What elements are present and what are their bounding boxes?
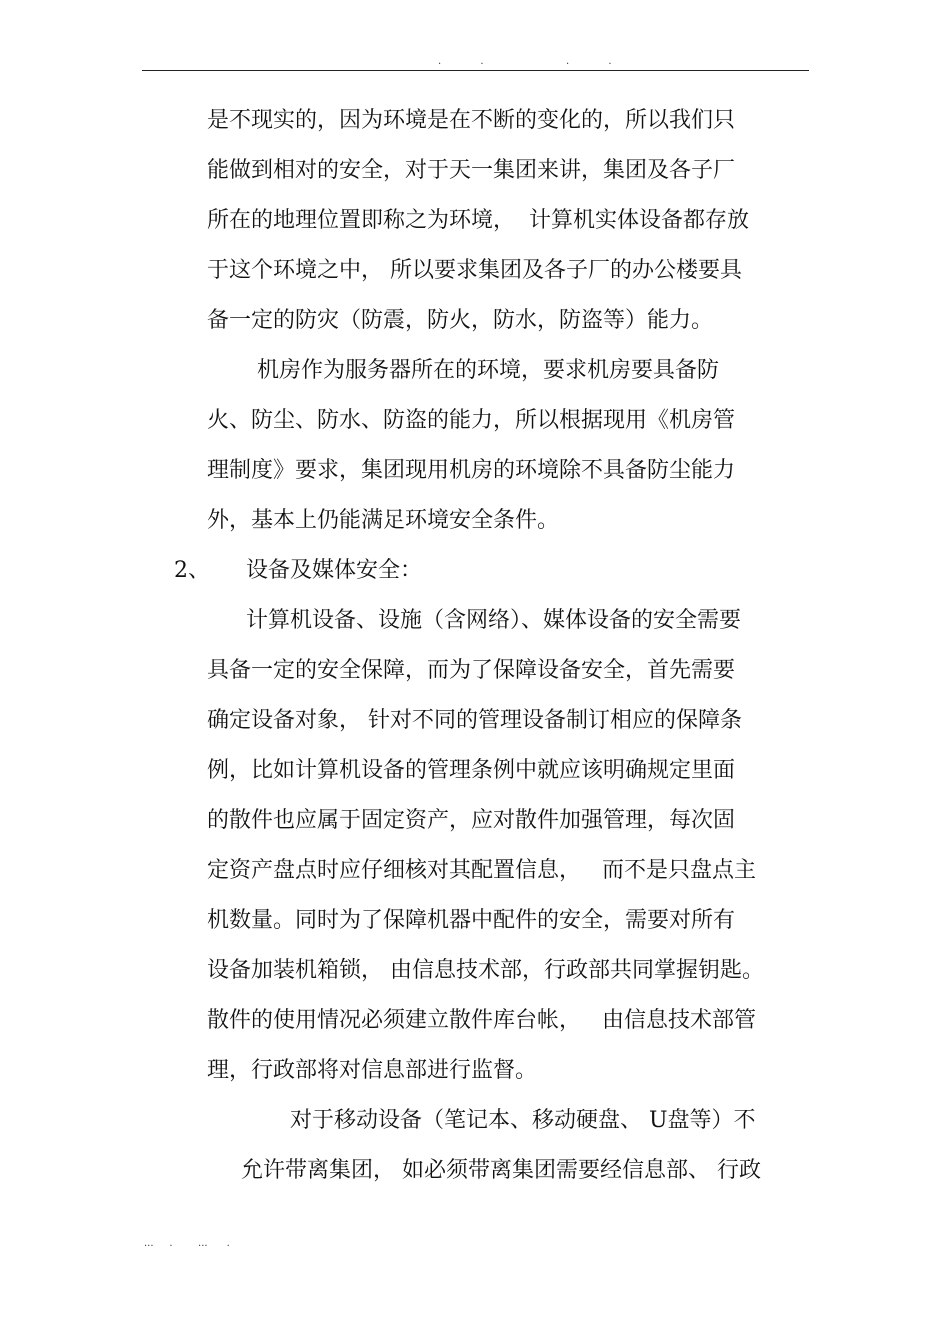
footer-marks: ... . ... . <box>144 1238 230 1249</box>
body-line-17: 设备加装机箱锁， 由信息技术部，行政部共同掌握钥匙。 <box>207 958 764 983</box>
body-line-10: 计算机设备、设施（含网络）、媒体设备的安全需要 <box>246 608 742 633</box>
body-line-16: 机数量。同时为了保障机器中配件的安全，需要对所有 <box>207 908 736 933</box>
section-number: 2、 <box>174 558 210 583</box>
header-rule <box>142 70 809 71</box>
body-line-5: 备一定的防灾（防震，防火，防水，防盗等）能力。 <box>207 308 714 333</box>
body-line-18: 散件的使用情况必须建立散件库台帐， 由信息技术部管 <box>207 1008 756 1033</box>
body-line-9: 外，基本上仍能满足环境安全条件。 <box>207 508 560 533</box>
body-line-11: 具备一定的安全保障，而为了保障设备安全，首先需要 <box>207 658 736 683</box>
body-line-20: 对于移动设备（笔记本、移动硬盘、 U盘等）不 <box>290 1108 756 1133</box>
body-line-6: 机房作为服务器所在的环境，要求机房要具备防 <box>257 358 720 383</box>
body-line-8: 理制度》要求，集团现用机房的环境除不具备防尘能力 <box>207 458 736 483</box>
section-title: 设备及媒体安全： <box>246 558 423 583</box>
header-marks-right: . . <box>566 56 630 67</box>
body-line-14: 的散件也应属于固定资产，应对散件加强管理，每次固 <box>207 808 736 833</box>
body-line-12: 确定设备对象， 针对不同的管理设备制订相应的保障条 <box>207 708 742 733</box>
body-line-15: 定资产盘点时应仔细核对其配置信息， 而不是只盘点主 <box>207 858 756 883</box>
header-marks-left: . . <box>438 56 502 67</box>
body-line-3: 所在的地理位置即称之为环境， 计算机实体设备都存放 <box>207 208 749 233</box>
body-line-19: 理，行政部将对信息部进行监督。 <box>207 1058 538 1083</box>
body-line-1: 是不现实的，因为环境是在不断的变化的，所以我们只 <box>207 108 736 133</box>
body-line-7: 火、防尘、防水、防盗的能力，所以根据现用《机房管 <box>207 408 736 433</box>
body-line-21: 允许带离集团， 如必须带离集团需要经信息部、 行政 <box>241 1158 761 1183</box>
body-line-2: 能做到相对的安全，对于天一集团来讲，集团及各子厂 <box>207 158 736 183</box>
body-line-13: 例，比如计算机设备的管理条例中就应该明确规定里面 <box>207 758 736 783</box>
body-line-4: 于这个环境之中， 所以要求集团及各子厂的办公楼要具 <box>207 258 742 283</box>
